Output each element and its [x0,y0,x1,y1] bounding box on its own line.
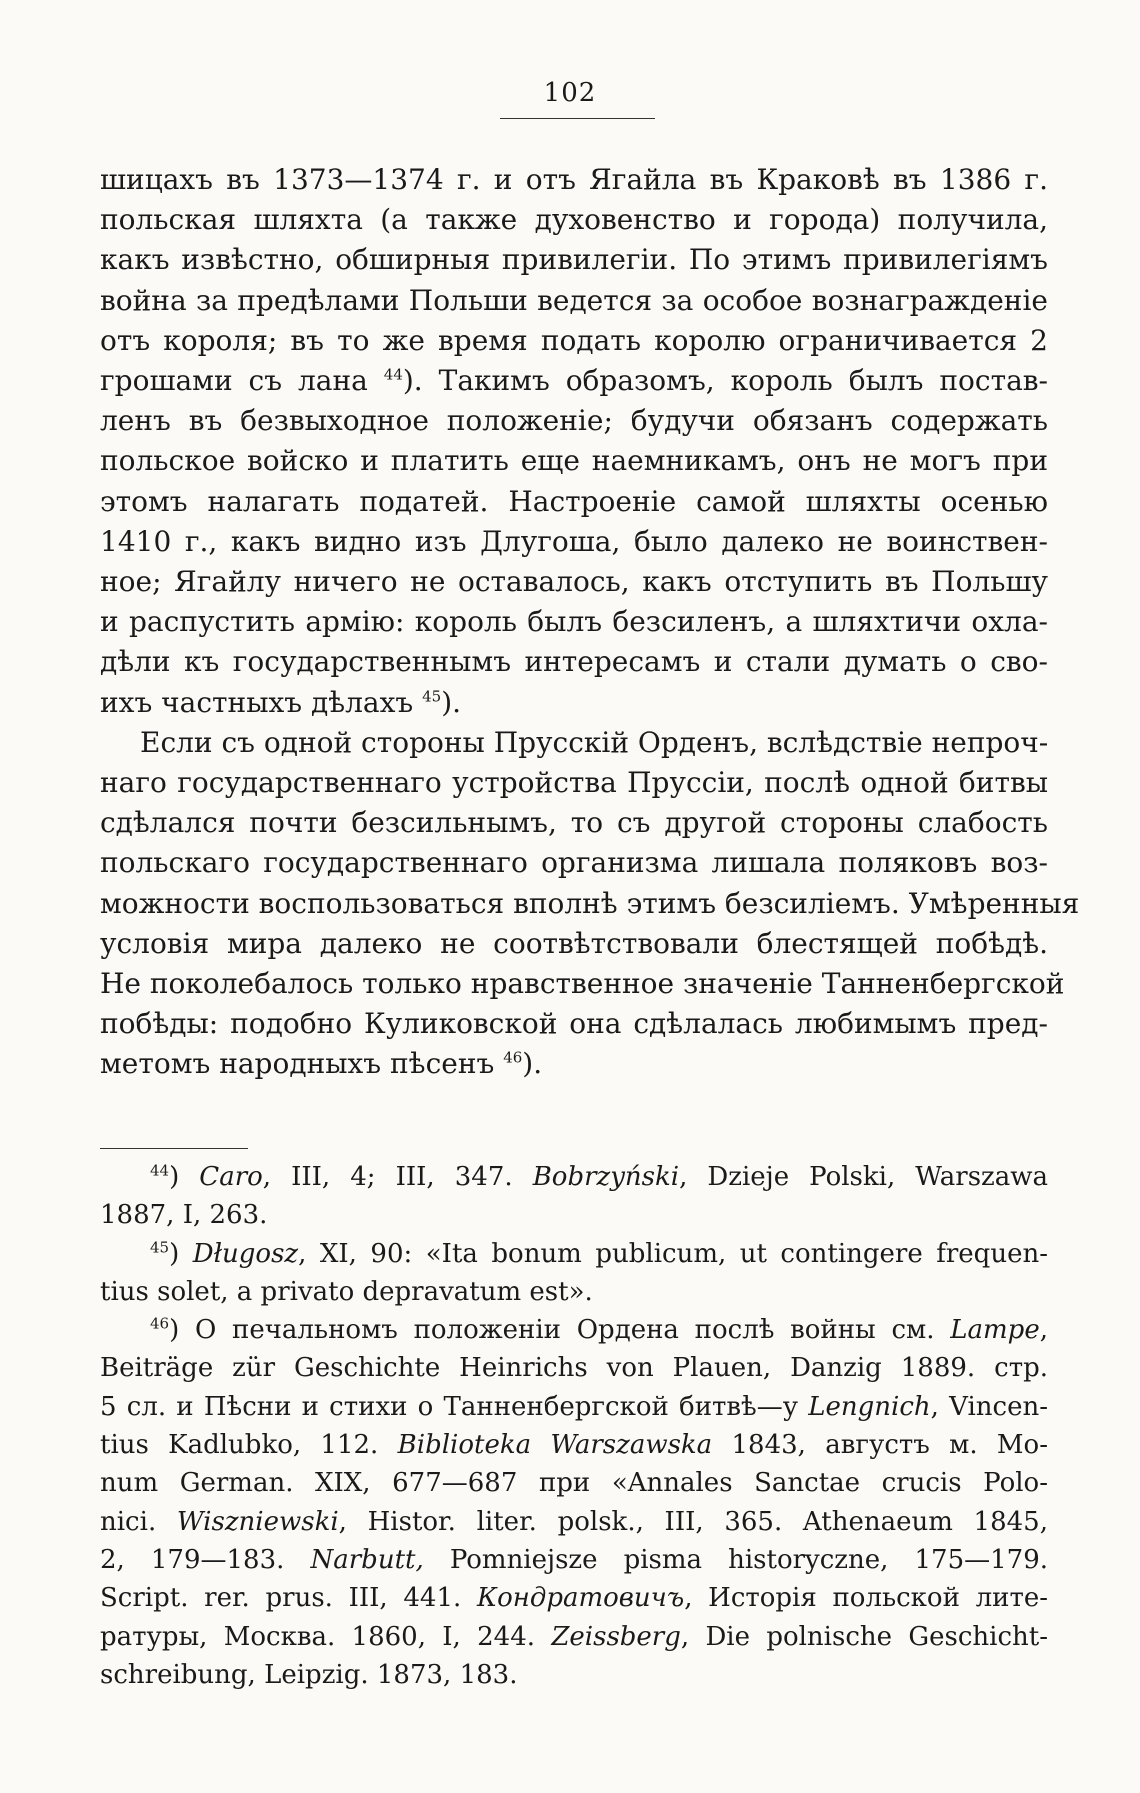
footnote-line: ратуры, Москва. 1860, I, 244. Zeissberg, Die polnische Geschicht- [100,1621,1048,1652]
text-line: польское войско и платить еще наемникамъ, онъ не могъ при [100,444,1048,478]
text-line: Если съ одной стороны Прусскій Орденъ, вслѣдствіе непроч- [140,725,1049,759]
footnote-line: num German. XIX, 677—687 при «Annales Sanctae crucis Polo- [100,1468,1048,1499]
header-rule [500,118,655,119]
footnote-rule [100,1148,248,1149]
page-number: 102 [543,78,597,108]
footnote-line: tius Kadlubko, 112. Biblioteka Warszawska 1843, августъ м. Mo- [100,1430,1048,1461]
text-line: дѣли къ государственнымъ интересамъ и стали думать о сво- [100,645,1048,679]
footnote-ref-44: 44 [383,365,403,384]
text-line: побѣды: подобно Куликовской она сдѣлалась любимымъ пред- [100,1007,1048,1041]
footnote-line: 1887, I, 263. [100,1200,268,1231]
footnote-ref-45: 45 [422,687,442,706]
text-line: наго государственнаго устройства Пруссіи, послѣ одной битвы [100,766,1048,800]
footnote-line: nici. Wiszniewski, Histor. liter. polsk., III, 365. Athenaeum 1845, [100,1506,1048,1537]
footnote-46: $^{46}$) О печальномъ положеніи Ордена послѣ войны см. Lampe, [150,1314,1048,1346]
text-line: война за предѣлами Польши ведется за особое вознагражденіе [100,283,1048,317]
text-line: метомъ народныхъ пѣсенъ $^{46}$). [100,1047,543,1081]
text-line: грошами съ лана $^{44}$). Такимъ образомъ, король былъ постав- [100,364,1048,398]
footnote-line: tius solet, a privato depravatum est». [100,1276,593,1307]
text-line: и распустить армію: король былъ безсиленъ, а шляхтичи охла- [100,605,1048,639]
text-line: можности воспользоваться вполнѣ этимъ безсиліемъ. Умѣренныя [100,886,1080,920]
text-line: отъ короля; въ то же время подать королю ограничивается 2 [100,323,1048,357]
footnote-line: 2, 179—183. Narbutt, Pomniejsze pisma historyczne, 175—179. [100,1544,1049,1575]
text-line: какъ извѣстно, обширныя привилегіи. По этимъ привилегіямъ [100,243,1048,277]
footnote-line: Script. rer. prus. III, 441. Кондратовичъ, Исторія польской лите- [100,1583,1049,1614]
footnote-line: schreibung, Leipzig. 1873, 183. [100,1659,518,1690]
text-line: условія мира далеко не соотвѣтствовали блестящей побѣдѣ. [100,926,1048,960]
text-line: 1410 г., какъ видно изъ Длугоша, было далеко не воинствен- [100,524,1048,558]
text-line: шицахъ въ 1373—1374 г. и отъ Ягайла въ Краковѣ въ 1386 г. [100,163,1048,196]
text-line: польская шляхта (а также духовенство и города) получила, [100,203,1048,237]
main-text [100,160,1080,1085]
footnotes [100,1158,1048,1694]
text-line: ное; Ягайлу ничего не оставалось, какъ отступить въ Польшу [100,565,1048,599]
footnote-45: $^{45}$) Długosz, XI, 90: «Ita bonum publicum, ut contingere frequen- [150,1237,1048,1269]
footnote-ref-46: 46 [503,1049,523,1068]
text-line: ихъ частныхъ дѣлахъ $^{45}$). [100,685,462,719]
text-line: этомъ налагать податей. Настроеніе самой шляхты осенью [100,484,1048,518]
footnote-44: $^{44}$) Caro, III, 4; III, 347. Bobrzyński, Dzieje Polski, Warszawa [150,1161,1048,1192]
text-line: Не поколебалось только нравственное значеніе Танненбергской [100,967,1065,1001]
text-line: ленъ въ безвыходное положеніе; будучи обязанъ содержать [100,404,1048,438]
text-line: сдѣлался почти безсильнымъ, то съ другой стороны слабость [100,806,1048,840]
footnote-line: 5 сл. и Пѣсни и стихи о Танненбергской битвѣ—у Lengnich, Vincen- [100,1391,1049,1422]
text-line: польскаго государственнаго организма лишала поляковъ воз- [100,846,1048,880]
footnote-line: Beiträge zür Geschichte Heinrichs von Plauen, Danzig 1889. стр. [100,1353,1048,1384]
